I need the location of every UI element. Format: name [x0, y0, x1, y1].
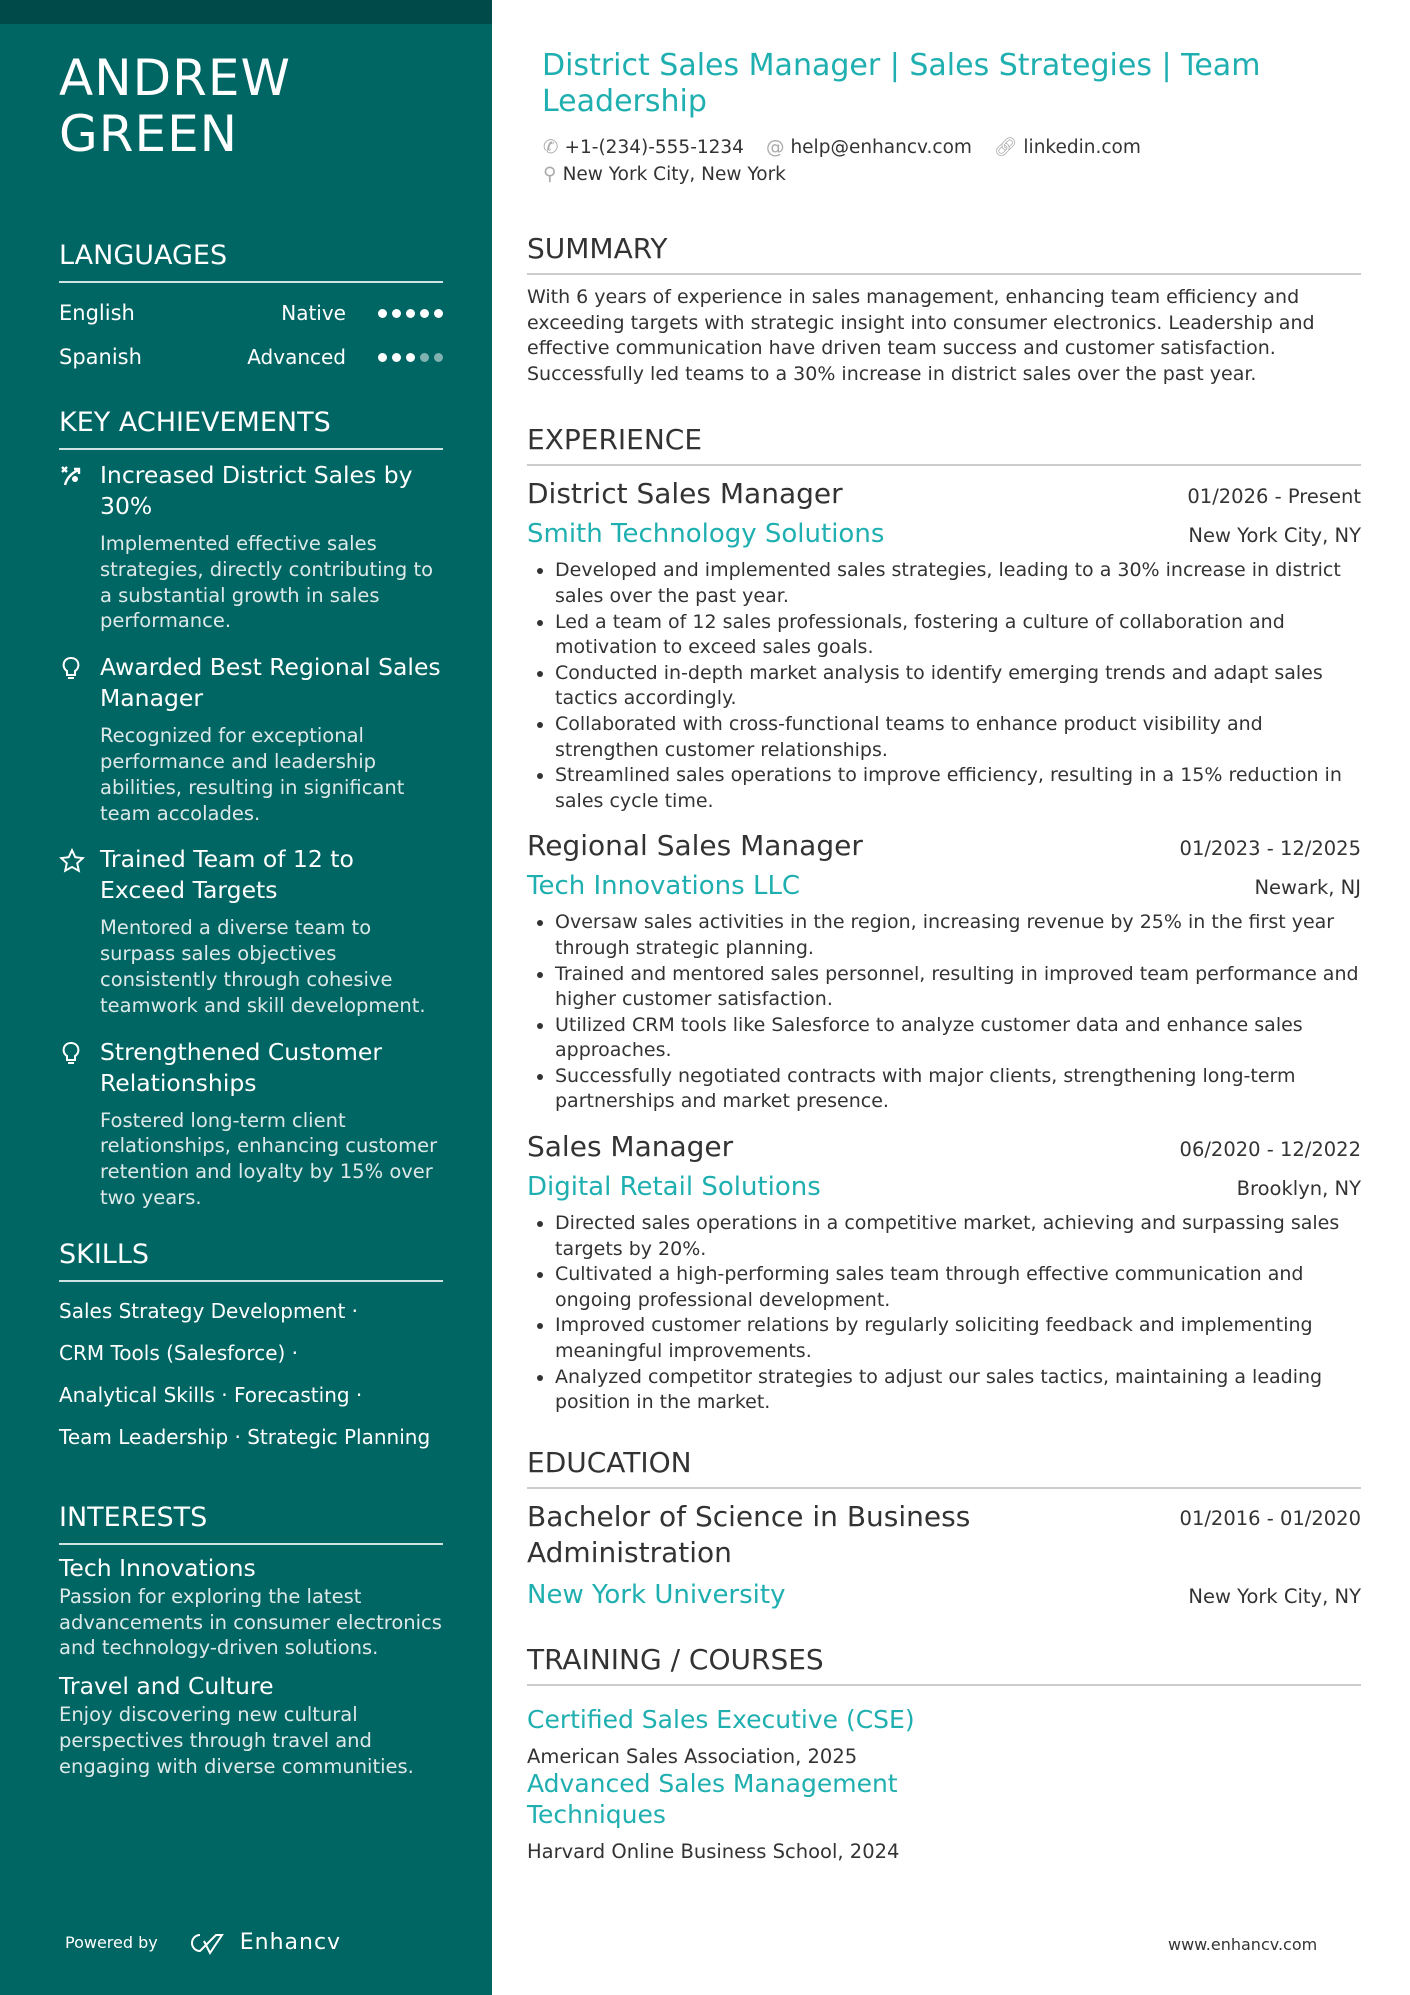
experience-bullet: • Utilized CRM tools like Salesforce to analyze customer data and enhance sales approaches. [555, 1013, 1361, 1064]
chart-strategy-icon [59, 460, 100, 642]
education-dates: 01/2016 - 01/2020 [1179, 1506, 1361, 1530]
job-title: District Sales Manager [527, 477, 843, 511]
job-dates: 01/2026 - Present [1187, 485, 1361, 509]
achievement-description: Fostered long-term client relationships, enhancing customer retention and loyalty by 15% over two years. [100, 1108, 438, 1209]
experience-item [527, 476, 1361, 814]
rating-dot [434, 309, 443, 318]
experience-bullet: • Led a team of 12 sales professionals, fostering a culture of collaboration and motivation to exceed sales goals. [555, 610, 1361, 661]
achievement-title: Strengthened Customer Relationships [100, 1037, 382, 1097]
experience-bullet: • Cultivated a high-performing sales team through effective communication and ongoing professional development. [555, 1262, 1361, 1313]
interest-item [59, 1671, 443, 1779]
achievement-title: Awarded Best Regional Sales Manager [100, 653, 441, 713]
section-heading: TRAINING / COURSES [527, 1643, 1361, 1686]
experience-bullet: • Successfully negotiated contracts with major clients, strengthening long-term partnerships and market presence. [555, 1064, 1361, 1115]
rating-dot [420, 309, 429, 318]
company-name: Digital Retail Solutions [527, 1172, 821, 1203]
section-heading: SKILLS [59, 1239, 443, 1282]
experience-bullet: • Collaborated with cross-functional teams to enhance product visibility and strengthen customer relationships. [555, 712, 1361, 763]
skill-item: Sales Strategy Development · [59, 1298, 358, 1323]
rating-dot [434, 353, 443, 362]
interest-description: Enjoy discovering new cultural perspectives through travel and engaging with diverse communities. [59, 1703, 414, 1778]
section-heading: INTERESTS [59, 1502, 443, 1545]
lightbulb-icon [59, 652, 100, 834]
course-provider: American Sales Association, 2025 [527, 1744, 858, 1768]
experience-bullet: • Analyzed competitor strategies to adjust our sales tactics, maintaining a leading position in the market. [555, 1365, 1361, 1416]
job-title: Regional Sales Manager [527, 829, 863, 863]
achievement-description: Mentored a diverse team to surpass sales objectives consistently through cohesive teamwork and skill development. [100, 916, 426, 1017]
rating-dot [392, 309, 401, 318]
enhancv-brand: Enhancv [239, 1930, 342, 1955]
language-rating [378, 353, 443, 362]
languages-section [59, 240, 443, 379]
section-heading: KEY ACHIEVEMENTS [59, 407, 443, 450]
achievement-description: Recognized for exceptional performance and leadership abilities, resulting in significant team accolades. [100, 724, 405, 825]
section-heading: EDUCATION [527, 1446, 1361, 1489]
interest-item [59, 1553, 443, 1661]
candidate-name: ANDREW GREEN [59, 49, 291, 163]
phone-icon: ✆ [543, 137, 559, 158]
experience-bullet: • Developed and implemented sales strategies, leading to a 30% increase in district sales over the past year. [555, 558, 1361, 609]
interest-title: Tech Innovations [59, 1553, 256, 1582]
achievement-description: Implemented effective sales strategies, directly contributing to a substantial growth in sales performance. [100, 532, 434, 633]
location: ⚲ New York City, New York [543, 164, 786, 185]
rating-dot [406, 309, 415, 318]
star-icon [59, 844, 100, 1026]
location-pin-icon: ⚲ [543, 164, 557, 185]
experience-bullet: • Improved customer relations by regularly soliciting feedback and implementing meaningful improvements. [555, 1313, 1361, 1364]
at-icon: @ [765, 137, 785, 158]
main-content [527, 0, 1361, 1863]
email[interactable]: @ help@enhancv.com [765, 137, 972, 158]
skills-section [59, 1239, 443, 1458]
experience-bullet: • Directed sales operations in a competitive market, achieving and surpassing sales targets by 20%. [555, 1211, 1361, 1262]
sidebar [0, 0, 492, 1995]
school: New York University [527, 1579, 786, 1610]
course-title: Certified Sales Executive (CSE) [527, 1704, 915, 1734]
top-bar [0, 0, 492, 24]
degree: Bachelor of Science in Business Administration [527, 1499, 971, 1569]
section-heading: SUMMARY [527, 232, 1361, 275]
achievements-section [59, 407, 443, 1219]
headline: District Sales Manager | Sales Strategies | Team Leadership [542, 48, 1261, 119]
language-item [59, 335, 443, 379]
skill-item: Analytical Skills · Forecasting · [59, 1382, 363, 1407]
enhancv-logo-icon [186, 1931, 232, 1955]
phone[interactable]: ✆ +1-(234)-555-1234 [543, 137, 744, 158]
company-name: Tech Innovations LLC [527, 871, 801, 902]
interest-title: Travel and Culture [59, 1672, 274, 1701]
company-name: Smith Technology Solutions [527, 519, 885, 550]
job-location: New York City, NY [1188, 524, 1361, 548]
lightbulb-icon [59, 1037, 100, 1219]
interests-section [59, 1502, 443, 1780]
footer-url[interactable]: www.enhancv.com [1168, 1935, 1318, 1954]
interest-description: Passion for exploring the latest advancements in consumer electronics and technology-driven solutions. [59, 1584, 442, 1660]
achievement-item [59, 460, 443, 642]
course-item [527, 1704, 959, 1768]
experience-item [527, 1129, 1361, 1416]
skill-item: CRM Tools (Salesforce) · [59, 1340, 299, 1365]
achievement-title: Trained Team of 12 to Exceed Targets [100, 845, 354, 905]
rating-dot [420, 353, 429, 362]
achievement-title: Increased District Sales by 30% [100, 461, 413, 520]
experience-bullets [555, 1211, 1361, 1416]
website-link[interactable]: 🔗︎ linkedin.com [993, 137, 1141, 158]
language-name: English [59, 301, 135, 325]
achievement-item [59, 652, 443, 834]
language-name: Spanish [59, 345, 142, 369]
experience-bullets [555, 558, 1361, 814]
course-title: Advanced Sales Management Techniques [527, 1768, 898, 1829]
link-icon: 🔗︎ [993, 137, 1018, 158]
language-level: Native [281, 301, 346, 325]
language-item [59, 291, 443, 335]
job-title: Sales Manager [527, 1130, 734, 1164]
powered-by [65, 1930, 341, 1955]
experience-section [527, 423, 1361, 1415]
rating-dot [378, 353, 387, 362]
course-provider: Harvard Online Business School, 2024 [527, 1839, 900, 1863]
experience-bullet: • Oversaw sales activities in the region, increasing revenue by 25% in the first year through strategic planning. [555, 910, 1361, 961]
experience-bullet: • Conducted in-depth market analysis to identify emerging trends and adapt sales tactics accordingly. [555, 661, 1361, 712]
summary-text: With 6 years of experience in sales management, enhancing team efficiency and exceeding targets with strategic insight into consumer electronics. Leadership and effective communication have driven team success and customer satisfaction. Successfully led teams to a 30% increase in district sales over the past year. [527, 286, 1315, 385]
section-heading: EXPERIENCE [527, 423, 1361, 466]
rating-dot [378, 309, 387, 318]
job-location: Brooklyn, NY [1236, 1177, 1361, 1201]
rating-dot [406, 353, 415, 362]
language-level: Advanced [247, 345, 346, 369]
experience-bullet: • Streamlined sales operations to improve efficiency, resulting in a 15% reduction in sales cycle time. [555, 763, 1361, 814]
experience-bullets [555, 910, 1361, 1115]
job-dates: 06/2020 - 12/2022 [1179, 1138, 1361, 1162]
summary-section [527, 232, 1361, 387]
language-rating [378, 309, 443, 318]
education-location: New York City, NY [1188, 1584, 1361, 1608]
skill-item: Team Leadership · Strategic Planning [59, 1424, 431, 1449]
job-dates: 01/2023 - 12/2025 [1179, 837, 1361, 861]
achievement-item [59, 844, 443, 1026]
experience-bullet: • Trained and mentored sales personnel, resulting in improved team performance and higher customer satisfaction. [555, 962, 1361, 1013]
section-heading: LANGUAGES [59, 240, 443, 283]
job-location: Newark, NJ [1254, 876, 1361, 900]
course-item [527, 1768, 959, 1863]
rating-dot [392, 353, 401, 362]
education-section [527, 1446, 1361, 1613]
training-section [527, 1642, 1361, 1863]
experience-item [527, 828, 1361, 1115]
powered-by-label: Powered by [65, 1933, 158, 1952]
achievement-item [59, 1037, 443, 1219]
